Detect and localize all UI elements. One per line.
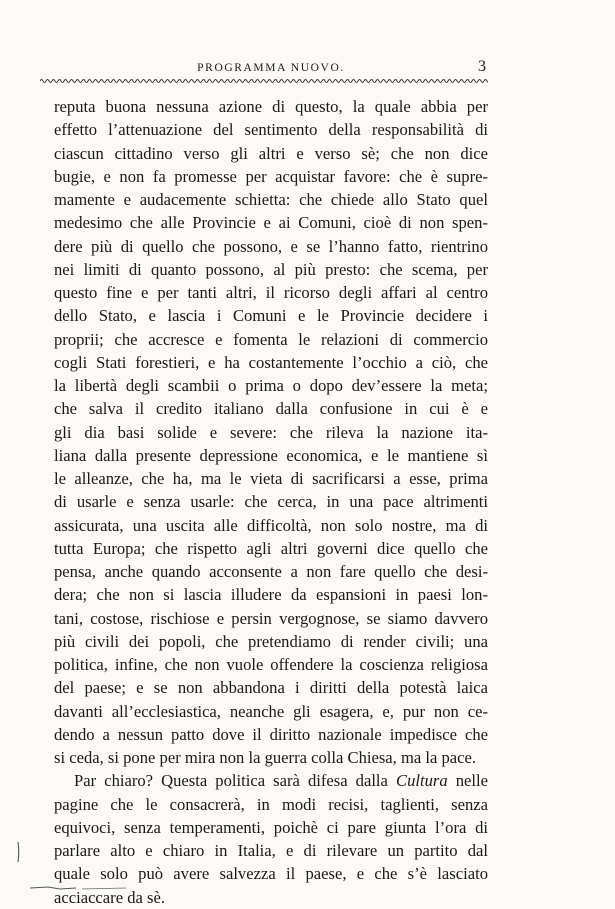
text-line: bugie, e non fa promesse per acquistar favore: che è supre- — [54, 166, 488, 186]
text-line: nei limiti di quanto possono, al più presto: che scema, per — [54, 259, 488, 279]
text-line: tutta Europa; che rispetto agli altri governi dice quello che — [54, 538, 488, 558]
text-span: Par chiaro? Questa politica sarà difesa dalla — [74, 771, 396, 791]
text-line: medesimo che alle Provincie e ai Comuni, cioè di non spen- — [54, 213, 488, 233]
journal-title: Cultura — [396, 771, 448, 791]
text-line: ciascun cittadino verso gli altri e verso sè; che non dice — [54, 143, 488, 163]
text-line: si ceda, si pone per mira non la guerra colla Chiesa, ma la pace. — [54, 748, 477, 767]
margin-mark — [16, 842, 20, 862]
text-line: acciaccare da sè. — [54, 887, 165, 907]
text-line: pagine che le consacrerà, in modi recisi, taglienti, senza — [54, 794, 488, 814]
text-line: davanti all’ecclesiastica, neanche gli esagera, e, pur non ce- — [54, 701, 488, 721]
text-line: dello Stato, e lascia i Comuni e le Provincie decidere i — [54, 306, 488, 326]
text-line: quale solo può avere salvezza il paese, e che s’è lasciato — [54, 864, 488, 884]
header-wavy-rule — [40, 76, 488, 86]
text-span: nelle — [447, 771, 488, 791]
text-line: equivoci, senza temperamenti, poichè ci pare giunta l’ora di — [54, 817, 488, 837]
text-line — [54, 769, 488, 792]
text-line: dere più di quello che possono, e se l’hanno fatto, rientrino — [54, 236, 488, 256]
text-line: tani, costose, rischiose e persin vergognose, se siamo davvero — [54, 608, 488, 628]
text-line: assicurata, una uscita alle difficoltà, non solo nostre, ma di — [54, 515, 488, 535]
text-line: cogli Stati forestieri, e ha costantemente l’occhio a ciò, che — [54, 352, 488, 372]
running-title: PROGRAMMA NUOVO. — [197, 62, 345, 74]
text-line: dera; che non si lascia illudere da espansioni in paesi lon- — [54, 585, 488, 605]
text-line: mamente e audacemente schietta: che chiede allo Stato quel — [54, 190, 488, 209]
bottom-edge-mark — [30, 880, 160, 892]
text-line: parlare alto e chiaro in Italia, e di rilevare un partito dal — [54, 841, 488, 860]
body-text — [54, 95, 488, 909]
text-line: gli dia basi solide e severe: che rileva la nazione ita- — [54, 422, 488, 442]
text-line: più civili dei popoli, che pretendiamo di render civili; una — [54, 631, 488, 651]
text-line: le alleanze, che ha, ma le vieta di sacrificarsi a esse, prima — [54, 469, 488, 488]
text-line: liana dalla presente depressione economica, e le mantiene sì — [54, 445, 488, 465]
text-line: proprii; che accresce e fomenta le relazioni di commercio — [54, 329, 488, 349]
text-line: che salva il credito italiano dalla confusione in cui è e — [54, 399, 488, 419]
text-line: di usarle e senza usarle: che cerca, in una pace altrimenti — [54, 492, 488, 512]
text-line: pensa, anche quando acconsente a non fare quello che desi- — [54, 562, 488, 581]
text-line: questo fine e per tanti altri, il ricorso degli affari al centro — [54, 283, 488, 302]
text-line: dendo a nessun patto dove il diritto nazionale impedisce che — [54, 724, 488, 744]
page-number: 3 — [478, 58, 486, 75]
text-line: del paese; e se non abbandona i diritti della potestà laica — [54, 678, 488, 698]
text-line: reputa buona nessuna azione di questo, la quale abbia per — [54, 97, 488, 116]
text-line: effetto l’attenuazione del sentimento della responsabilità di — [54, 120, 488, 140]
text-line: politica, infine, che non vuole offendere la coscienza religiosa — [54, 655, 488, 674]
text-line: la libertà degli scambii o prima o dopo dev’essere la meta; — [54, 376, 488, 395]
